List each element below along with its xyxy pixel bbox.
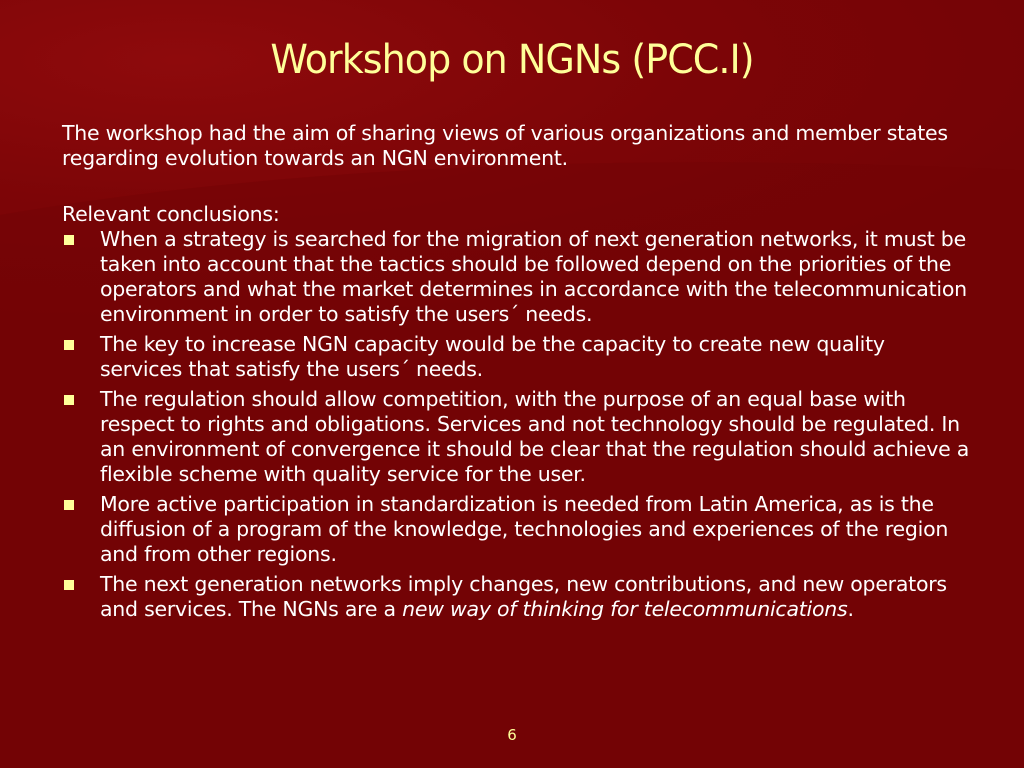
list-item (62, 387, 972, 487)
conclusions-list (62, 227, 972, 622)
list-item-text: The key to increase NGN capacity would be the capacity to create new quality services that satisfy the users´ needs. (100, 332, 885, 381)
page-number: 6 (507, 726, 517, 744)
intro-paragraph: The workshop had the aim of sharing views of various organizations and member states regarding evolution towards an NGN environment. (62, 121, 948, 170)
list-item (62, 492, 972, 567)
list-item (62, 227, 972, 327)
list-item-text-before: The next generation networks imply changes, new contributions, and new operators and services. The NGNs are a (100, 572, 947, 621)
list-item (62, 332, 972, 382)
square-bullet-icon (64, 235, 74, 245)
list-item-text-after: . (847, 597, 854, 621)
list-item-text: When a strategy is searched for the migration of next generation networks, it must be taken into account that the tactics should be followed depend on the priorities of the operators and what the market determines in accordance with the telecommunication environment in order to satisfy the users´ needs. (100, 227, 967, 326)
square-bullet-icon (64, 340, 74, 350)
square-bullet-icon (64, 580, 74, 590)
slide-title: Workshop on NGNs (PCC.I) (270, 37, 754, 83)
emphasized-phrase: new way of thinking for telecommunications (402, 597, 848, 621)
list-item-text: More active participation in standardization is needed from Latin America, as is the diffusion of a program of the knowledge, technologies and experiences of the region and from other regions. (100, 492, 949, 566)
square-bullet-icon (64, 395, 74, 405)
slide-body (62, 121, 972, 622)
list-item-text: The regulation should allow competition, with the purpose of an equal base with respect to rights and obligations. Services and not technology should be regulated. In an environment of convergence it should be clear that the regulation should achieve a flexible scheme with quality service for the user. (100, 387, 970, 486)
square-bullet-icon (64, 500, 74, 510)
list-item (62, 572, 972, 622)
conclusions-heading: Relevant conclusions: (62, 202, 280, 226)
